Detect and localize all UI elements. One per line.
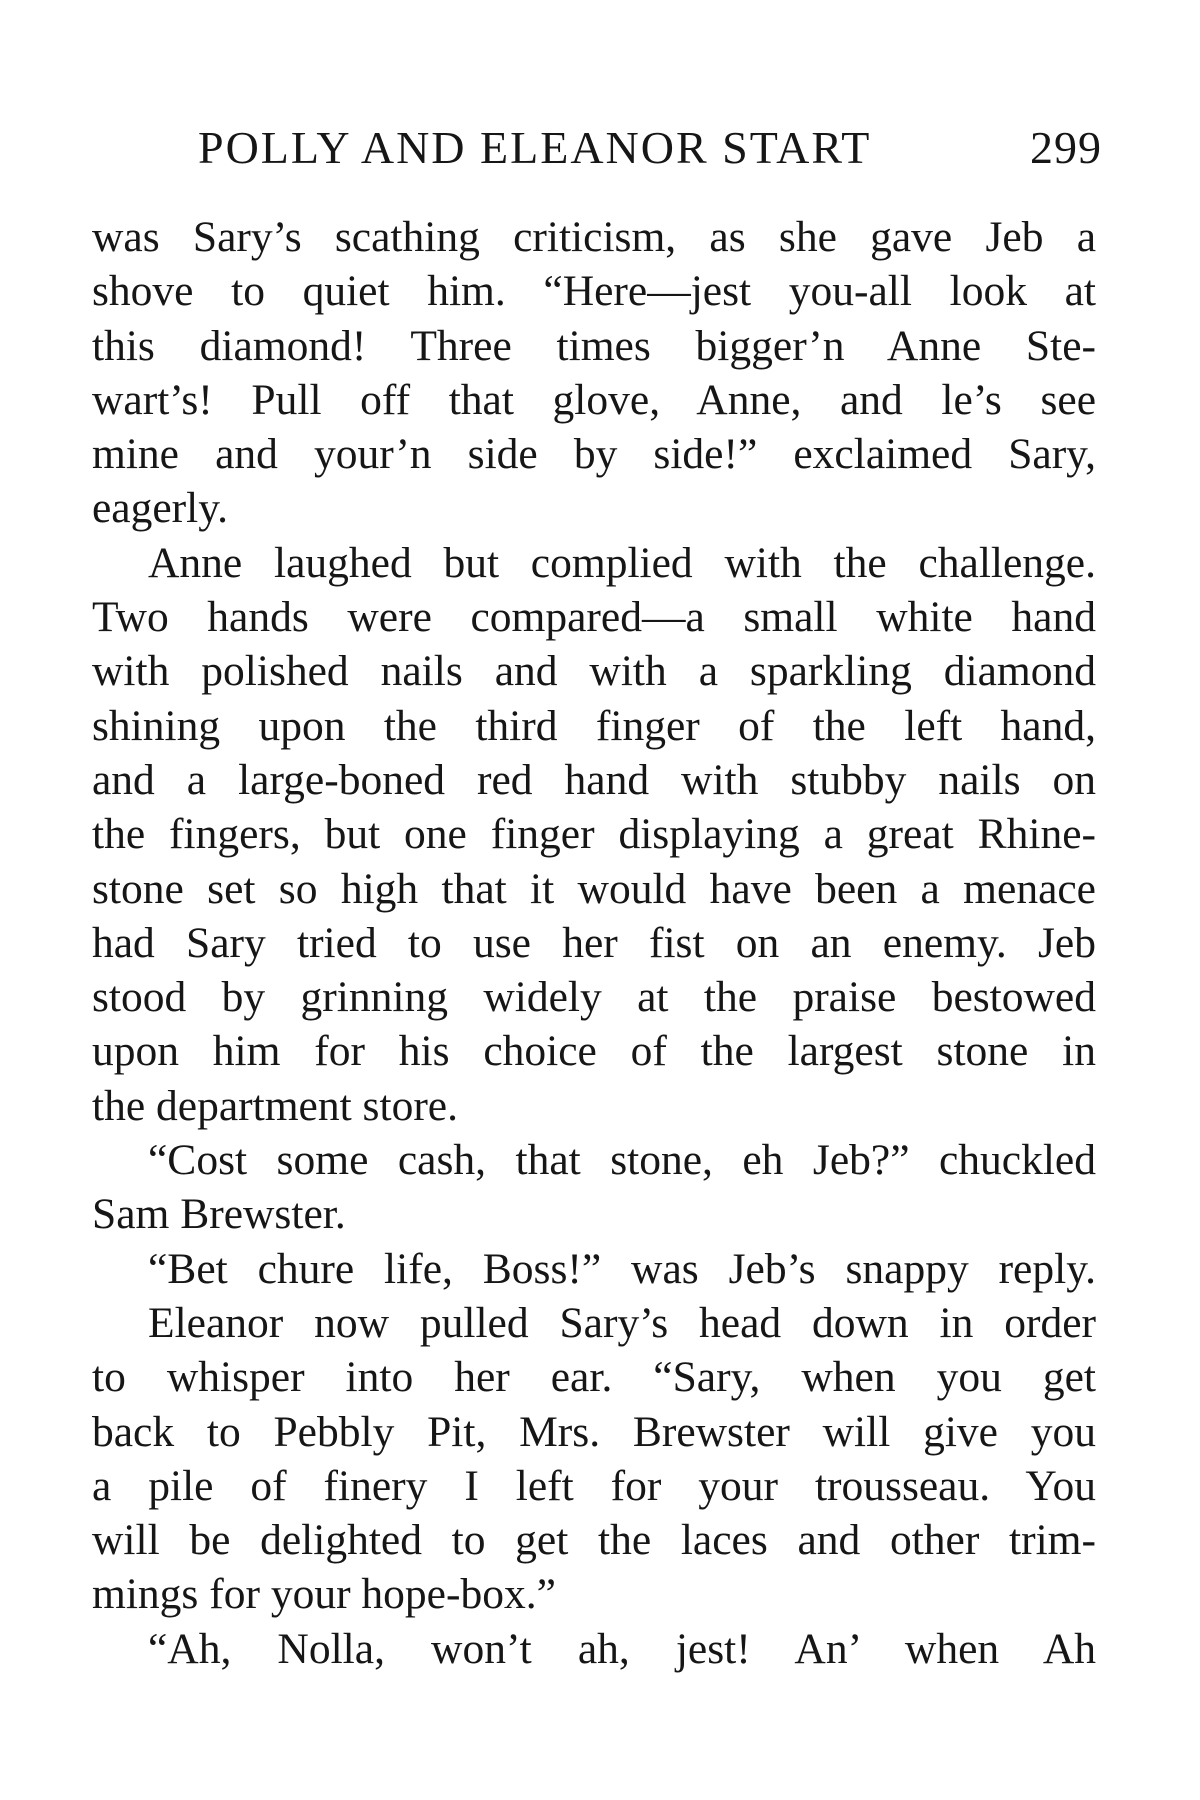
running-head [198,118,1102,178]
text-line: this diamond! Three times bigger’n Anne Ste- [92,321,1096,370]
text-line: was Sary’s scathing criticism, as she gave Jeb a [92,213,1096,261]
body-text [92,210,1096,1676]
text-line: back to Pebbly Pit, Mrs. Brewster will give you [92,1407,1096,1456]
page-number: 299 [1030,122,1102,173]
text-line: will be delighted to get the laces and other trim- [92,1516,1096,1565]
text-line: Anne laughed but complied with the challenge. [148,538,1096,587]
text-line: the fingers, but one finger displaying a great Rhine- [92,810,1096,859]
text-line: mings for your hope-box.” [92,1570,556,1619]
text-line: shove to quiet him. “Here—jest you-all look at [92,267,1096,316]
text-line: Two hands were compared—a small white hand [92,593,1096,642]
text-line: a pile of finery I left for your trousseau. You [92,1461,1096,1510]
text-line: Sam Brewster. [92,1190,346,1239]
text-line: and a large-boned red hand with stubby nails on [92,755,1096,804]
text-line: Eleanor now pulled Sary’s head down in order [148,1298,1096,1347]
text-line: “Cost some cash, that stone, eh Jeb?” chuckled [148,1136,1096,1185]
text-line: stood by grinning widely at the praise bestowed [92,973,1096,1022]
text-line: had Sary tried to use her fist on an enemy. Jeb [92,918,1096,967]
text-line: mine and your’n side by side!” exclaimed Sary, [92,430,1096,479]
text-line: with polished nails and with a sparkling diamond [92,647,1096,696]
text-line: eagerly. [92,484,229,533]
text-line: “Bet chure life, Boss!” was Jeb’s snappy reply. [148,1244,1096,1293]
text-line: shining upon the third finger of the left hand, [92,701,1096,750]
text-line: wart’s! Pull off that glove, Anne, and le’s see [92,375,1096,424]
chapter-title: POLLY AND ELEANOR START [198,122,872,173]
text-line: the department store. [92,1081,458,1130]
text-line: to whisper into her ear. “Sary, when you get [92,1353,1096,1402]
text-line: “Ah, Nolla, won’t ah, jest! An’ when Ah [148,1624,1096,1673]
text-line: stone set so high that it would have been a menace [92,864,1096,913]
text-line: upon him for his choice of the largest stone in [92,1027,1096,1076]
